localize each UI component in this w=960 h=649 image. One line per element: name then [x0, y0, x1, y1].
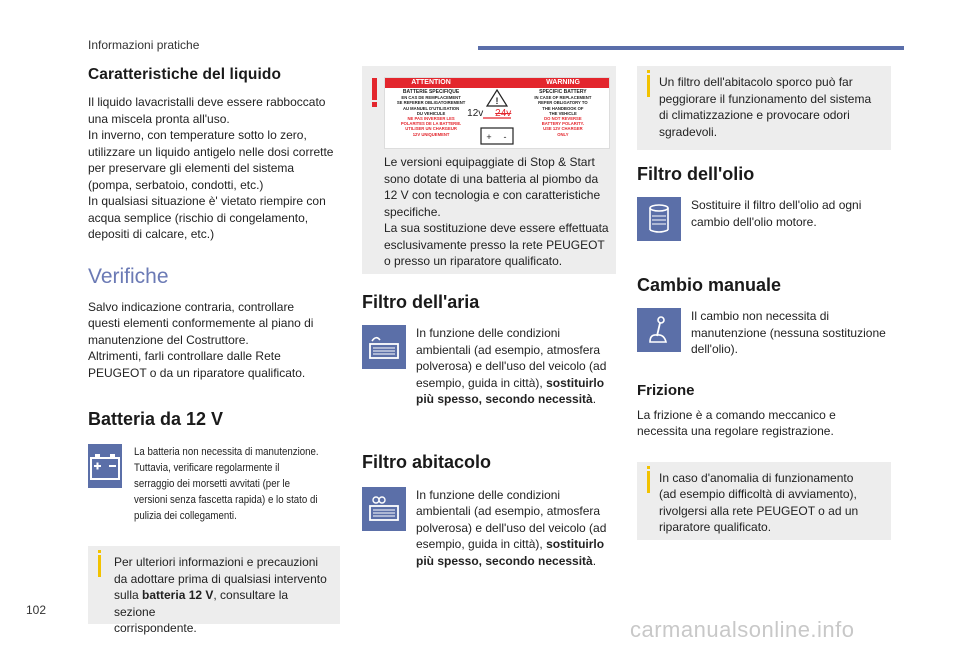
cabin-filter-info-box: Un filtro dell'abitacolo sporco può far peggiorare il funzionamento del sistema di climatizzazione e provocare odori sgradevoli.: [637, 66, 891, 150]
label-french-text: BATTERIE SPECIFIQUE EN CAS DE REMPLACEMENT SE REFERER OBLIGATOIREMENT AU MANUEL D'UTILISATION DU VEHICULE NE PAS INVERSER LES POLARITES DE LA BATTERIE. UTILISER UN CHARGEUR 12V UNIQUEMENT: [396, 89, 466, 137]
warning-icon-dot: [372, 102, 377, 107]
battery-text: La batteria non necessita di manutenzione. Tuttavia, verificare regolarmente il serraggio dei morsetti avvitati (per le versioni senza fascetta rapida) e lo stato di pulizia dei collegamenti.: [134, 446, 319, 522]
air-filter-title: Filtro dell'aria: [362, 292, 480, 312]
battery-icon: [88, 444, 122, 488]
air-filter-text: In funzione delle condizioni ambientali (ad esempio, atmosfera polverosa) e dell'uso del veicolo (ad esempio, guida in città), sostituirlo più spesso, secondo necessità.: [416, 326, 607, 406]
info-icon-dot: [98, 550, 101, 553]
battery-title: Batteria da 12 V: [88, 409, 224, 429]
checks-title: Verifiche: [88, 264, 169, 288]
cabin-filter-row: [362, 487, 616, 570]
label-24v: 24v: [495, 108, 512, 119]
battery-info-box: Per ulteriori informazioni e precauzioni da adottare prima di qualsiasi intervento sulla batteria 12 V, consultare la sezione corrispondente.: [88, 546, 340, 624]
label-center-graphic: [467, 88, 517, 142]
oil-filter-text: Sostituire il filtro dell'olio ad ogni cambio dell'olio motore.: [691, 198, 862, 229]
header-bar: [478, 46, 904, 50]
watermark: carmanualsonline.info: [630, 617, 855, 642]
column-1: [88, 66, 340, 635]
battery-warning-box: [362, 66, 616, 274]
oil-filter-icon: [637, 197, 681, 241]
svg-text:+: +: [486, 132, 492, 142]
clutch-info-box: In caso d'anomalia di funzionamento (ad esempio difficoltà di avviamento), rivolgersi alla rete PEUGEOT o ad un riparatore qualificato.: [637, 462, 891, 540]
battery-row: [88, 444, 340, 524]
liquid-title: Caratteristiche del liquido: [88, 66, 282, 83]
clutch-title: Frizione: [637, 381, 695, 399]
manual-gearbox-row: [637, 308, 891, 358]
attention-banner: ATTENTION: [385, 78, 477, 88]
svg-text:!: !: [495, 96, 499, 106]
manual-gearbox-text: Il cambio non necessita di manutenzione (nessuna sostituzione dell'olio).: [691, 309, 886, 356]
column-2: [362, 66, 616, 569]
info-icon-dot: [647, 466, 650, 469]
info-icon: [98, 555, 101, 577]
svg-text:-: -: [503, 132, 507, 142]
info-icon-dot: [647, 70, 650, 73]
manual-gearbox-title: Cambio manuale: [637, 275, 782, 295]
air-filter-row: [362, 325, 616, 408]
cabin-filter-title: Filtro abitacolo: [362, 451, 492, 472]
clutch-text: La frizione è a comando meccanico e necessita una regolare registrazione.: [637, 407, 836, 438]
cabin-filter-icon: [362, 487, 406, 531]
oil-filter-title: Filtro dell'olio: [637, 164, 755, 184]
section-label: Informazioni pratiche: [88, 38, 200, 52]
checks-text: Salvo indicazione contraria, controllare questi elementi conformemente al piano di manutenzione del Costruttore. Altrimenti, farli controllare dalle Rete PEUGEOT o da un riparatore qualificato.: [88, 299, 314, 380]
battery-label-image: [384, 77, 610, 149]
cabin-filter-text: In funzione delle condizioni ambientali (ad esempio, atmosfera polverosa) e dell'uso del veicolo (ad esempio, guida in città), sostituirlo più spesso, secondo necessità.: [416, 487, 607, 568]
page-number: 102: [26, 603, 47, 617]
oil-filter-row: [637, 197, 891, 241]
label-english-text: SPECIFIC BATTERY IN CASE OF REPLACEMENT REFER OBLIGATORY TO THE HANDBOOK OF THE VEHICLE DO NOT REVERSE BATTERY POLARITY. USE 12V CHARGER ONLY: [534, 89, 592, 137]
column-3: [637, 66, 891, 540]
info-icon: [647, 75, 650, 97]
info-icon: [647, 471, 650, 493]
label-12v: 12v: [467, 108, 484, 119]
air-filter-icon: [362, 325, 406, 369]
stop-start-warning-text: Le versioni equipaggiate di Stop & Start sono dotate di una batteria al piombo da 12 V con tecnologia e con caratteristiche specifiche. La sua sostituzione deve essere effettuata esclusivamente presso la rete PEUGEOT o presso un riparatore qualificato.: [384, 155, 609, 268]
warning-icon: [372, 78, 377, 100]
warning-banner: WARNING: [517, 78, 609, 88]
gearbox-icon: [637, 308, 681, 352]
liquid-text: Il liquido lavacristalli deve essere rabboccato una miscela pronta all'uso. In inverno, con temperature sotto lo zero, utilizzare un liquido antigelo nelle dosi corrette per preservare gli elementi del sistema (pompa, serbatoio, condotti, etc.) In qualsiasi situazione è' vietato riempire con acqua semplice (rischio di congelamento, depositi di calcare, etc.): [88, 95, 334, 241]
